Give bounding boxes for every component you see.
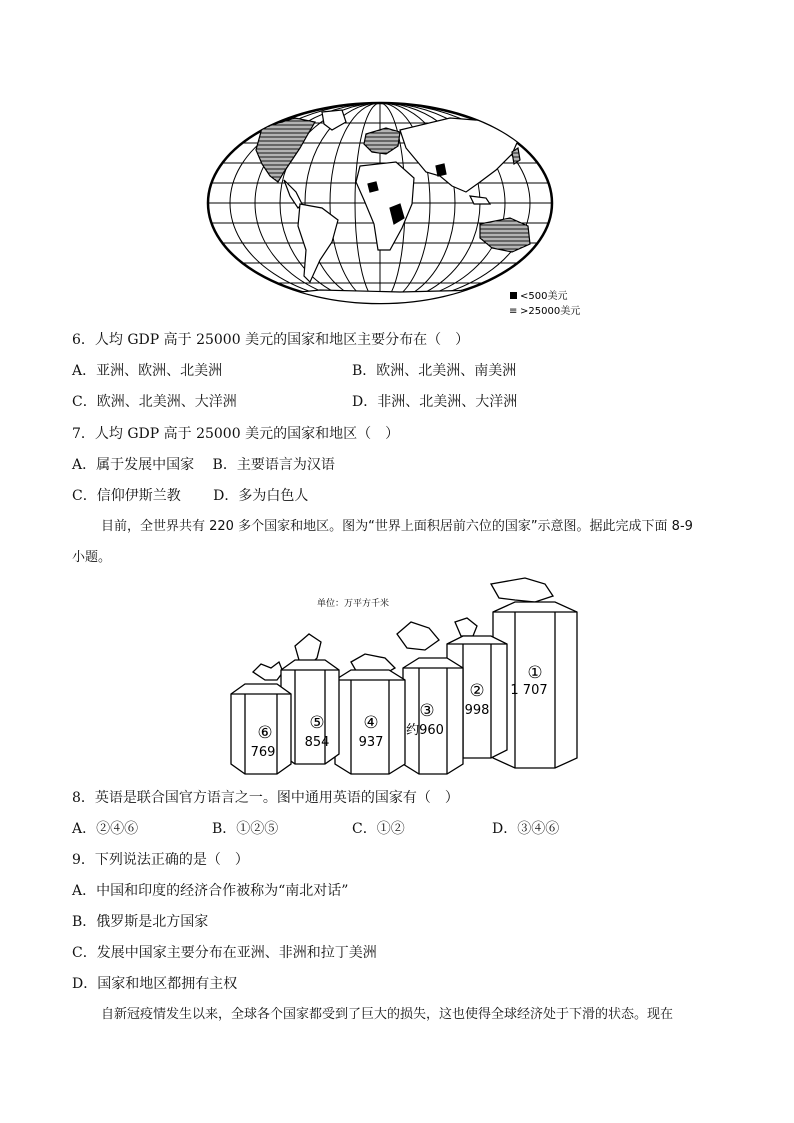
world-map-figure [200, 100, 600, 322]
world-map-svg [200, 100, 600, 322]
legend-low-label: <500美元 [520, 291, 568, 302]
q6-option-d: D．非洲、北美洲、大洋洲 [352, 394, 518, 410]
q9-stem: 9．下列说法正确的是（ ） [72, 852, 249, 868]
canada-shape [455, 618, 477, 636]
q9-option-a: A．中国和印度的经济合作被称为“南北对话” [72, 883, 349, 899]
bar-4-value: 937 [358, 735, 384, 750]
bar-3-value: 约960 [406, 723, 444, 738]
chart-unit-label: 单位：万平方千米 [317, 599, 390, 609]
q8-option-a: A．②④⑥ [72, 821, 139, 837]
q7-options-cd: C．信仰伊斯兰教 D．多为白色人 [72, 488, 309, 504]
legend-high-label: >25000美元 [520, 306, 581, 317]
australia-shape [253, 662, 283, 680]
q8-option-d: D．③④⑥ [492, 821, 560, 837]
q7-stem: 7．人均 GDP 高于 25000 美元的国家和地区（ ） [72, 426, 400, 442]
bar-1-value: 1 707 [510, 683, 548, 698]
bar-6-mark: ⑥ [257, 723, 273, 743]
q9-option-c: C．发展中国家主要分布在亚洲、非洲和拉丁美洲 [72, 945, 377, 961]
tail-paragraph: 自新冠疫情发生以来，全球各个国家都受到了巨大的损失，这也使得全球经济处于下滑的状态。现在 [101, 1007, 674, 1022]
map-legend [509, 289, 580, 317]
bar-1-mark: ① [527, 663, 543, 683]
russia-shape [491, 578, 553, 602]
bar-3-mark: ③ [419, 701, 435, 721]
legend-high-symbol: ≡ [509, 306, 518, 317]
bar-4-mark: ④ [363, 713, 379, 733]
bar-5-mark: ⑤ [309, 713, 325, 733]
q9-option-b: B．俄罗斯是北方国家 [72, 914, 209, 930]
intro-8-9-line2: 小题。 [72, 550, 112, 565]
q8-option-b: B．①②⑤ [212, 821, 279, 837]
bar-6-value: 769 [250, 745, 276, 760]
legend-low-swatch [510, 292, 517, 299]
bar-2-value: 998 [464, 703, 490, 718]
area-chart-svg [225, 572, 585, 780]
bar-2-mark: ② [469, 681, 485, 701]
q8-stem: 8．英语是联合国官方语言之一。图中通用英语的国家有（ ） [72, 790, 459, 806]
intro-8-9-line1: 目前，全世界共有 220 多个国家和地区。图为“世界上面积居前六位的国家”示意图。据此完成下面 8-9 [101, 519, 693, 534]
q6-option-b: B．欧洲、北美洲、南美洲 [352, 363, 517, 379]
q6-stem: 6．人均 GDP 高于 25000 美元的国家和地区主要分布在（ ） [72, 332, 470, 348]
q7-options-ab: A．属于发展中国家 B．主要语言为汉语 [72, 457, 335, 473]
bar-5-value: 854 [304, 735, 330, 750]
china-shape [397, 622, 439, 650]
q9-option-d: D．国家和地区都拥有主权 [72, 976, 238, 992]
area-chart-figure [225, 572, 585, 780]
q8-option-c: C．①② [352, 821, 405, 837]
q6-option-c: C．欧洲、北美洲、大洋洲 [72, 394, 237, 410]
q6-option-a: A．亚洲、欧洲、北美洲 [72, 363, 223, 379]
